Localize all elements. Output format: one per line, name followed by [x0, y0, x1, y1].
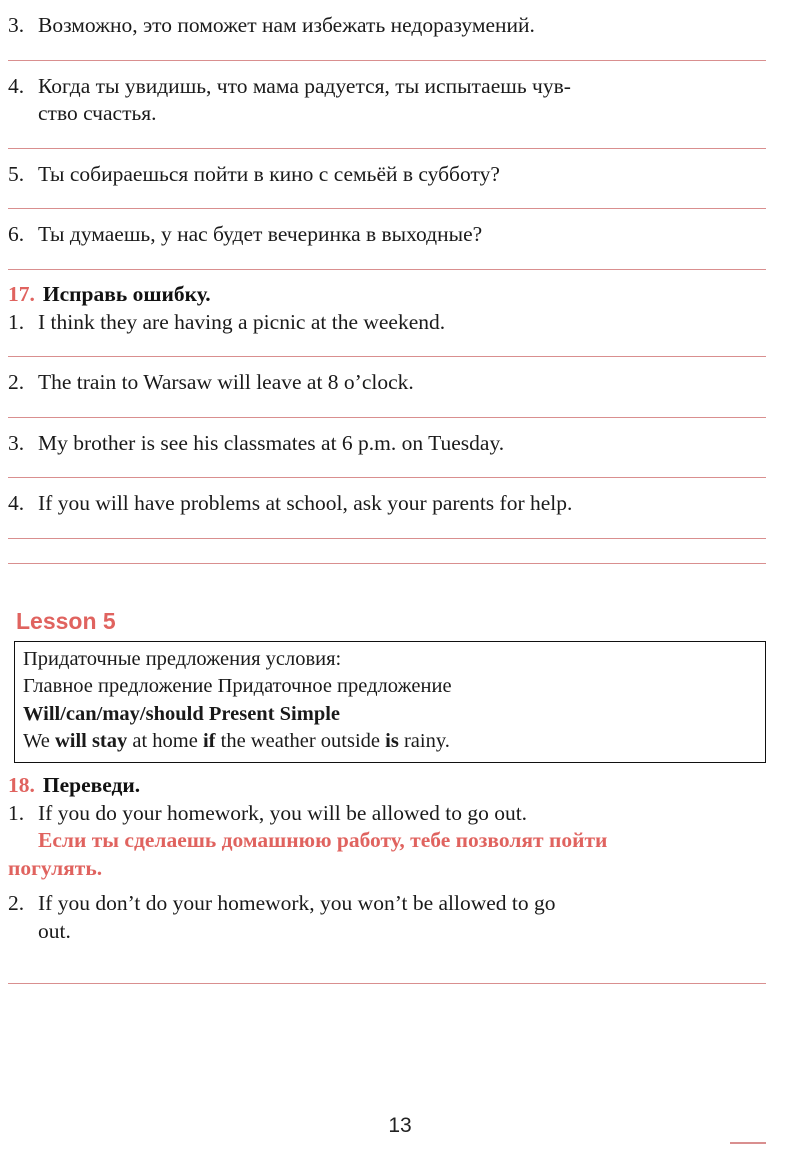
item-number: 2. — [8, 370, 25, 395]
answer-line-1: Если ты сделаешь домашнюю работу, тебе позволят пойти — [38, 828, 608, 853]
item-text: If you do your homework, you will be allowed to go out. — [38, 800, 528, 825]
item-text: I think they are having a picnic at the weekend. — [38, 309, 446, 334]
item-number: 1. — [8, 800, 25, 825]
lesson-heading: Lesson 5 — [16, 607, 116, 634]
exercise-title: Исправь ошибку. — [42, 281, 211, 306]
list-item — [8, 309, 766, 337]
item-number: 3. — [8, 13, 25, 37]
grammar-example-part: rainy. — [398, 730, 450, 753]
list-item — [8, 221, 766, 249]
exercise-number: 17. — [8, 281, 35, 306]
handwritten-answer — [8, 827, 766, 855]
list-item-continuation — [8, 100, 766, 128]
item-number: 4. — [8, 73, 25, 98]
exercise-title: Переведи. — [42, 772, 141, 797]
spacer — [8, 518, 766, 538]
spacer — [8, 539, 766, 563]
spacer — [8, 357, 766, 369]
item-text-line2: out. — [38, 918, 71, 943]
list-item — [8, 490, 766, 518]
item-text: Когда ты увидишь, что мама радуется, ты испытаешь чув- — [38, 73, 571, 98]
list-item — [8, 890, 766, 918]
list-item — [8, 12, 766, 40]
grammar-box — [14, 641, 766, 763]
spacer — [8, 249, 766, 269]
spacer — [8, 945, 766, 983]
item-text: Ты думаешь, у нас будет вечеринка в выходные? — [38, 222, 483, 247]
item-number: 6. — [8, 222, 25, 247]
spacer — [8, 128, 766, 148]
spacer — [8, 40, 766, 60]
exercise-18-heading — [8, 773, 766, 798]
list-item — [8, 800, 766, 828]
edge-marker — [730, 1142, 766, 1144]
item-text: My brother is see his classmates at 6 p.m. on Tuesday. — [38, 430, 505, 455]
spacer — [8, 188, 766, 208]
item-text: If you will have problems at school, ask your parents for help. — [38, 491, 573, 516]
spacer — [8, 564, 766, 608]
spacer — [8, 478, 766, 490]
item-number: 5. — [8, 161, 25, 186]
answer-line-2: погулять. — [8, 855, 103, 880]
grammar-line-3: Will/can/may/should Present Simple — [23, 702, 341, 725]
item-text-line2: ство счастья. — [38, 101, 157, 126]
item-text: The train to Warsaw will leave at 8 o’clock. — [38, 370, 414, 395]
list-item — [8, 73, 766, 101]
item-text: Ты собираешься пойти в кино с семьёй в субботу? — [38, 161, 500, 186]
item-number: 3. — [8, 430, 25, 455]
grammar-line-1: Придаточные предложения условия: — [23, 647, 342, 670]
spacer — [8, 149, 766, 161]
grammar-line-4 — [23, 728, 757, 755]
item-number: 1. — [8, 309, 25, 334]
spacer — [8, 270, 766, 282]
list-item — [8, 161, 766, 189]
grammar-example-bold: will stay — [54, 730, 128, 753]
item-number: 4. — [8, 491, 25, 516]
grammar-example-part: We — [23, 730, 55, 753]
spacer — [8, 61, 766, 73]
list-item-continuation — [8, 918, 766, 946]
writing-line — [8, 983, 766, 984]
spacer — [8, 397, 766, 417]
spacer — [8, 457, 766, 477]
exercise-17-heading — [8, 282, 766, 307]
grammar-example-part: at home — [127, 730, 203, 753]
page-number: 13 — [388, 1114, 412, 1137]
grammar-line-2: Главное предложение Придаточное предложение — [23, 675, 452, 698]
item-text: If you don’t do your homework, you won’t be allowed to go — [38, 891, 556, 916]
grammar-example-bold: is — [385, 730, 399, 753]
handwritten-answer-continuation — [8, 855, 766, 883]
spacer — [8, 882, 766, 890]
item-text: Возможно, это поможет нам избежать недоразумений. — [38, 13, 535, 37]
spacer — [8, 209, 766, 221]
list-item — [8, 430, 766, 458]
spacer — [8, 0, 766, 12]
spacer — [8, 336, 766, 356]
item-number: 2. — [8, 891, 25, 916]
grammar-example-part: the weather outside — [215, 730, 386, 753]
list-item — [8, 369, 766, 397]
exercise-number: 18. — [8, 772, 35, 797]
grammar-example-bold: if — [202, 730, 216, 753]
spacer — [8, 418, 766, 430]
